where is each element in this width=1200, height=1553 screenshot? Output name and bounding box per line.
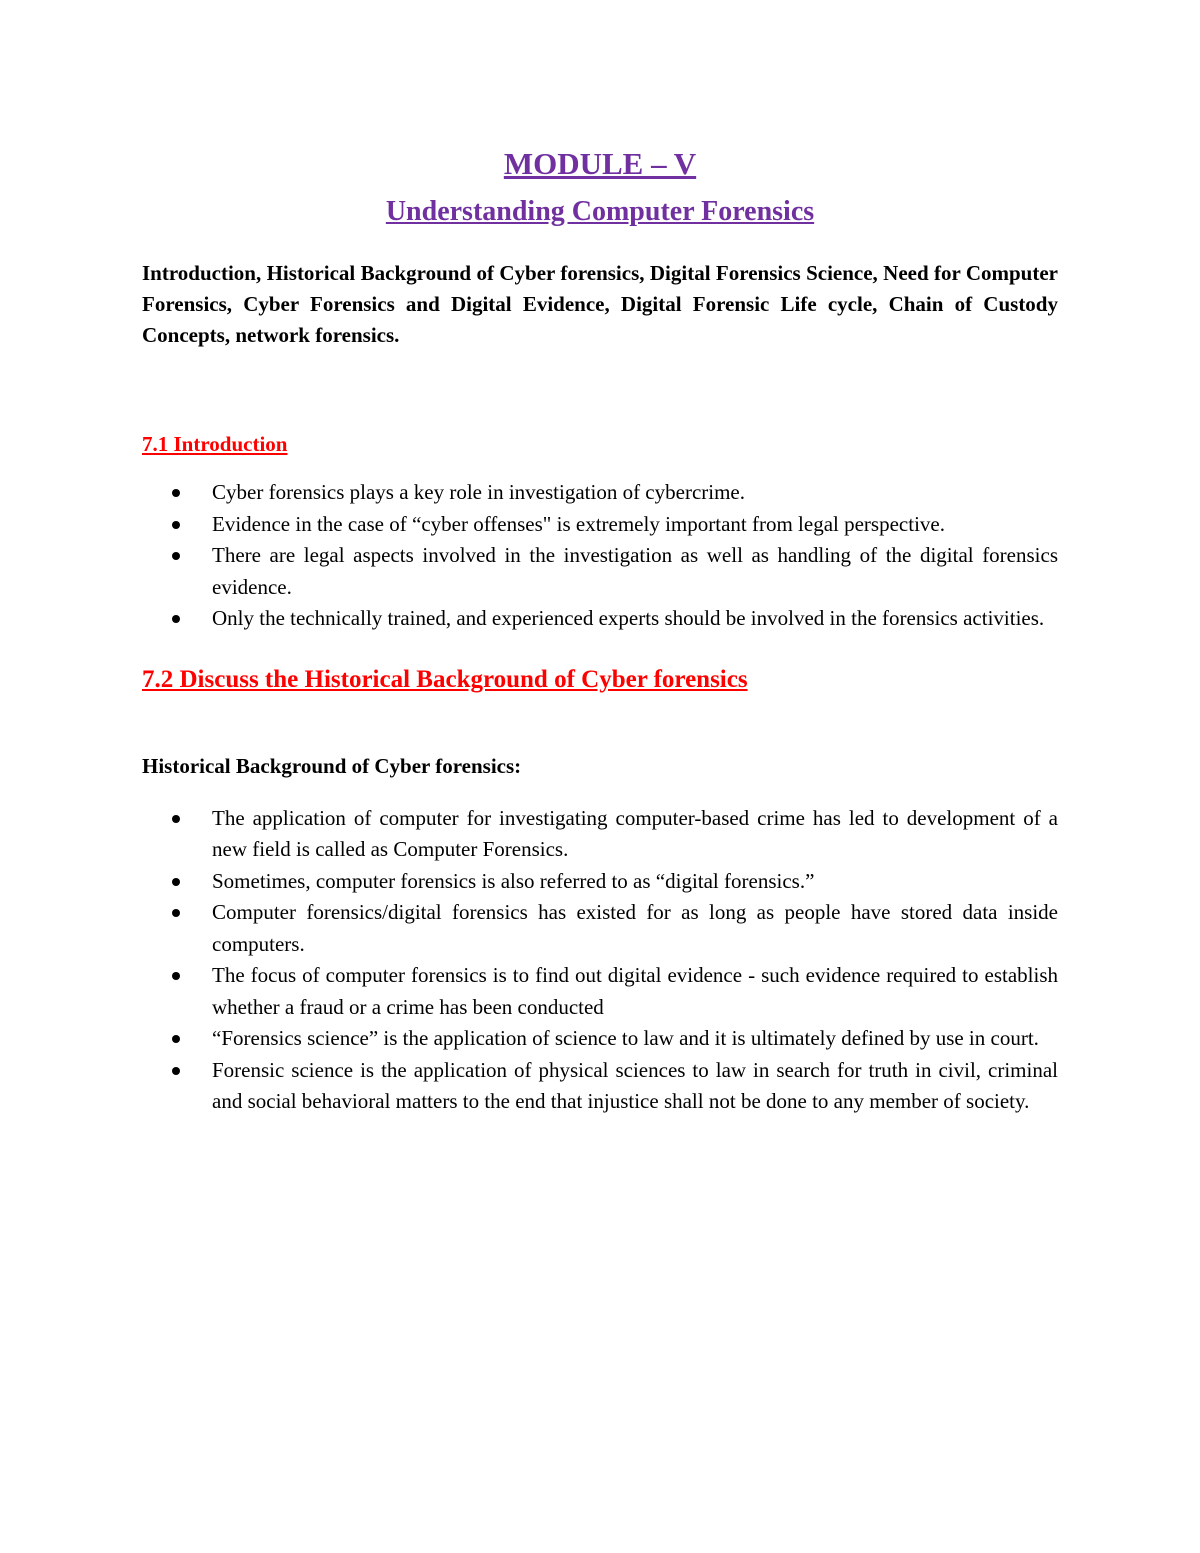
bullet-icon — [172, 521, 180, 529]
bullet-icon — [172, 972, 180, 980]
list-item-text: “Forensics science” is the application of science to law and it is ultimately defined by use in court. — [212, 1026, 1039, 1050]
list-item-text: Only the technically trained, and experienced experts should be involved in the forensics activities. — [212, 606, 1045, 630]
bullet-icon — [172, 552, 180, 560]
topics-summary: Introduction, Historical Background of Cyber forensics, Digital Forensics Science, Need for Computer Forensics, Cyber Forensics and Digital Evidence, Digital Forensic Life cycle, Chain of Custody Concepts, network forensics. — [142, 261, 1058, 347]
section-heading-7-1: 7.1 Introduction — [142, 432, 288, 456]
list-item-text: Computer forensics/digital forensics has existed for as long as people have stored data inside computers. — [212, 900, 1058, 956]
bullet-icon — [172, 815, 180, 823]
list-item — [142, 897, 1058, 960]
subject-title: Understanding Computer Forensics — [385, 196, 815, 227]
list-item — [142, 960, 1058, 1023]
bullet-icon — [172, 615, 180, 623]
list-item — [142, 803, 1058, 866]
bullet-icon — [172, 878, 180, 886]
list-item-text: The application of computer for investigating computer-based crime has led to development of a new field is called as Computer Forensics. — [212, 805, 1058, 861]
list-item-text: Forensic science is the application of physical sciences to law in search for truth in civil, criminal and social behavioral matters to the end that injustice shall not be done to any member of society. — [212, 1057, 1058, 1113]
list-item-text: There are legal aspects involved in the investigation as well as handling of the digital forensics evidence. — [212, 543, 1058, 599]
list-item — [142, 1055, 1058, 1118]
historical-background-subheading: Historical Background of Cyber forensics: — [142, 753, 522, 778]
bullet-icon — [172, 1035, 180, 1043]
historical-background-list — [142, 803, 1058, 1118]
list-item-text: The focus of computer forensics is to find out digital evidence - such evidence required to establish whether a fraud or a crime has been conducted — [212, 963, 1058, 1019]
list-item — [142, 603, 1058, 635]
module-title: MODULE – V — [503, 146, 697, 181]
list-item-text: Sometimes, computer forensics is also referred to as “digital forensics.” — [212, 868, 815, 893]
introduction-list — [142, 477, 1058, 635]
list-item — [142, 1023, 1058, 1055]
list-item — [142, 866, 1058, 898]
bullet-icon — [172, 1067, 180, 1075]
list-item — [142, 477, 1058, 509]
list-item — [142, 509, 1058, 541]
list-item-text: Cyber forensics plays a key role in investigation of cybercrime. — [212, 480, 745, 504]
list-item-text: Evidence in the case of “cyber offenses" is extremely important from legal perspective. — [212, 511, 945, 536]
list-item — [142, 540, 1058, 603]
bullet-icon — [172, 489, 180, 497]
section-heading-7-2: 7.2 Discuss the Historical Background of Cyber forensics — [142, 665, 748, 693]
bullet-icon — [172, 909, 180, 917]
